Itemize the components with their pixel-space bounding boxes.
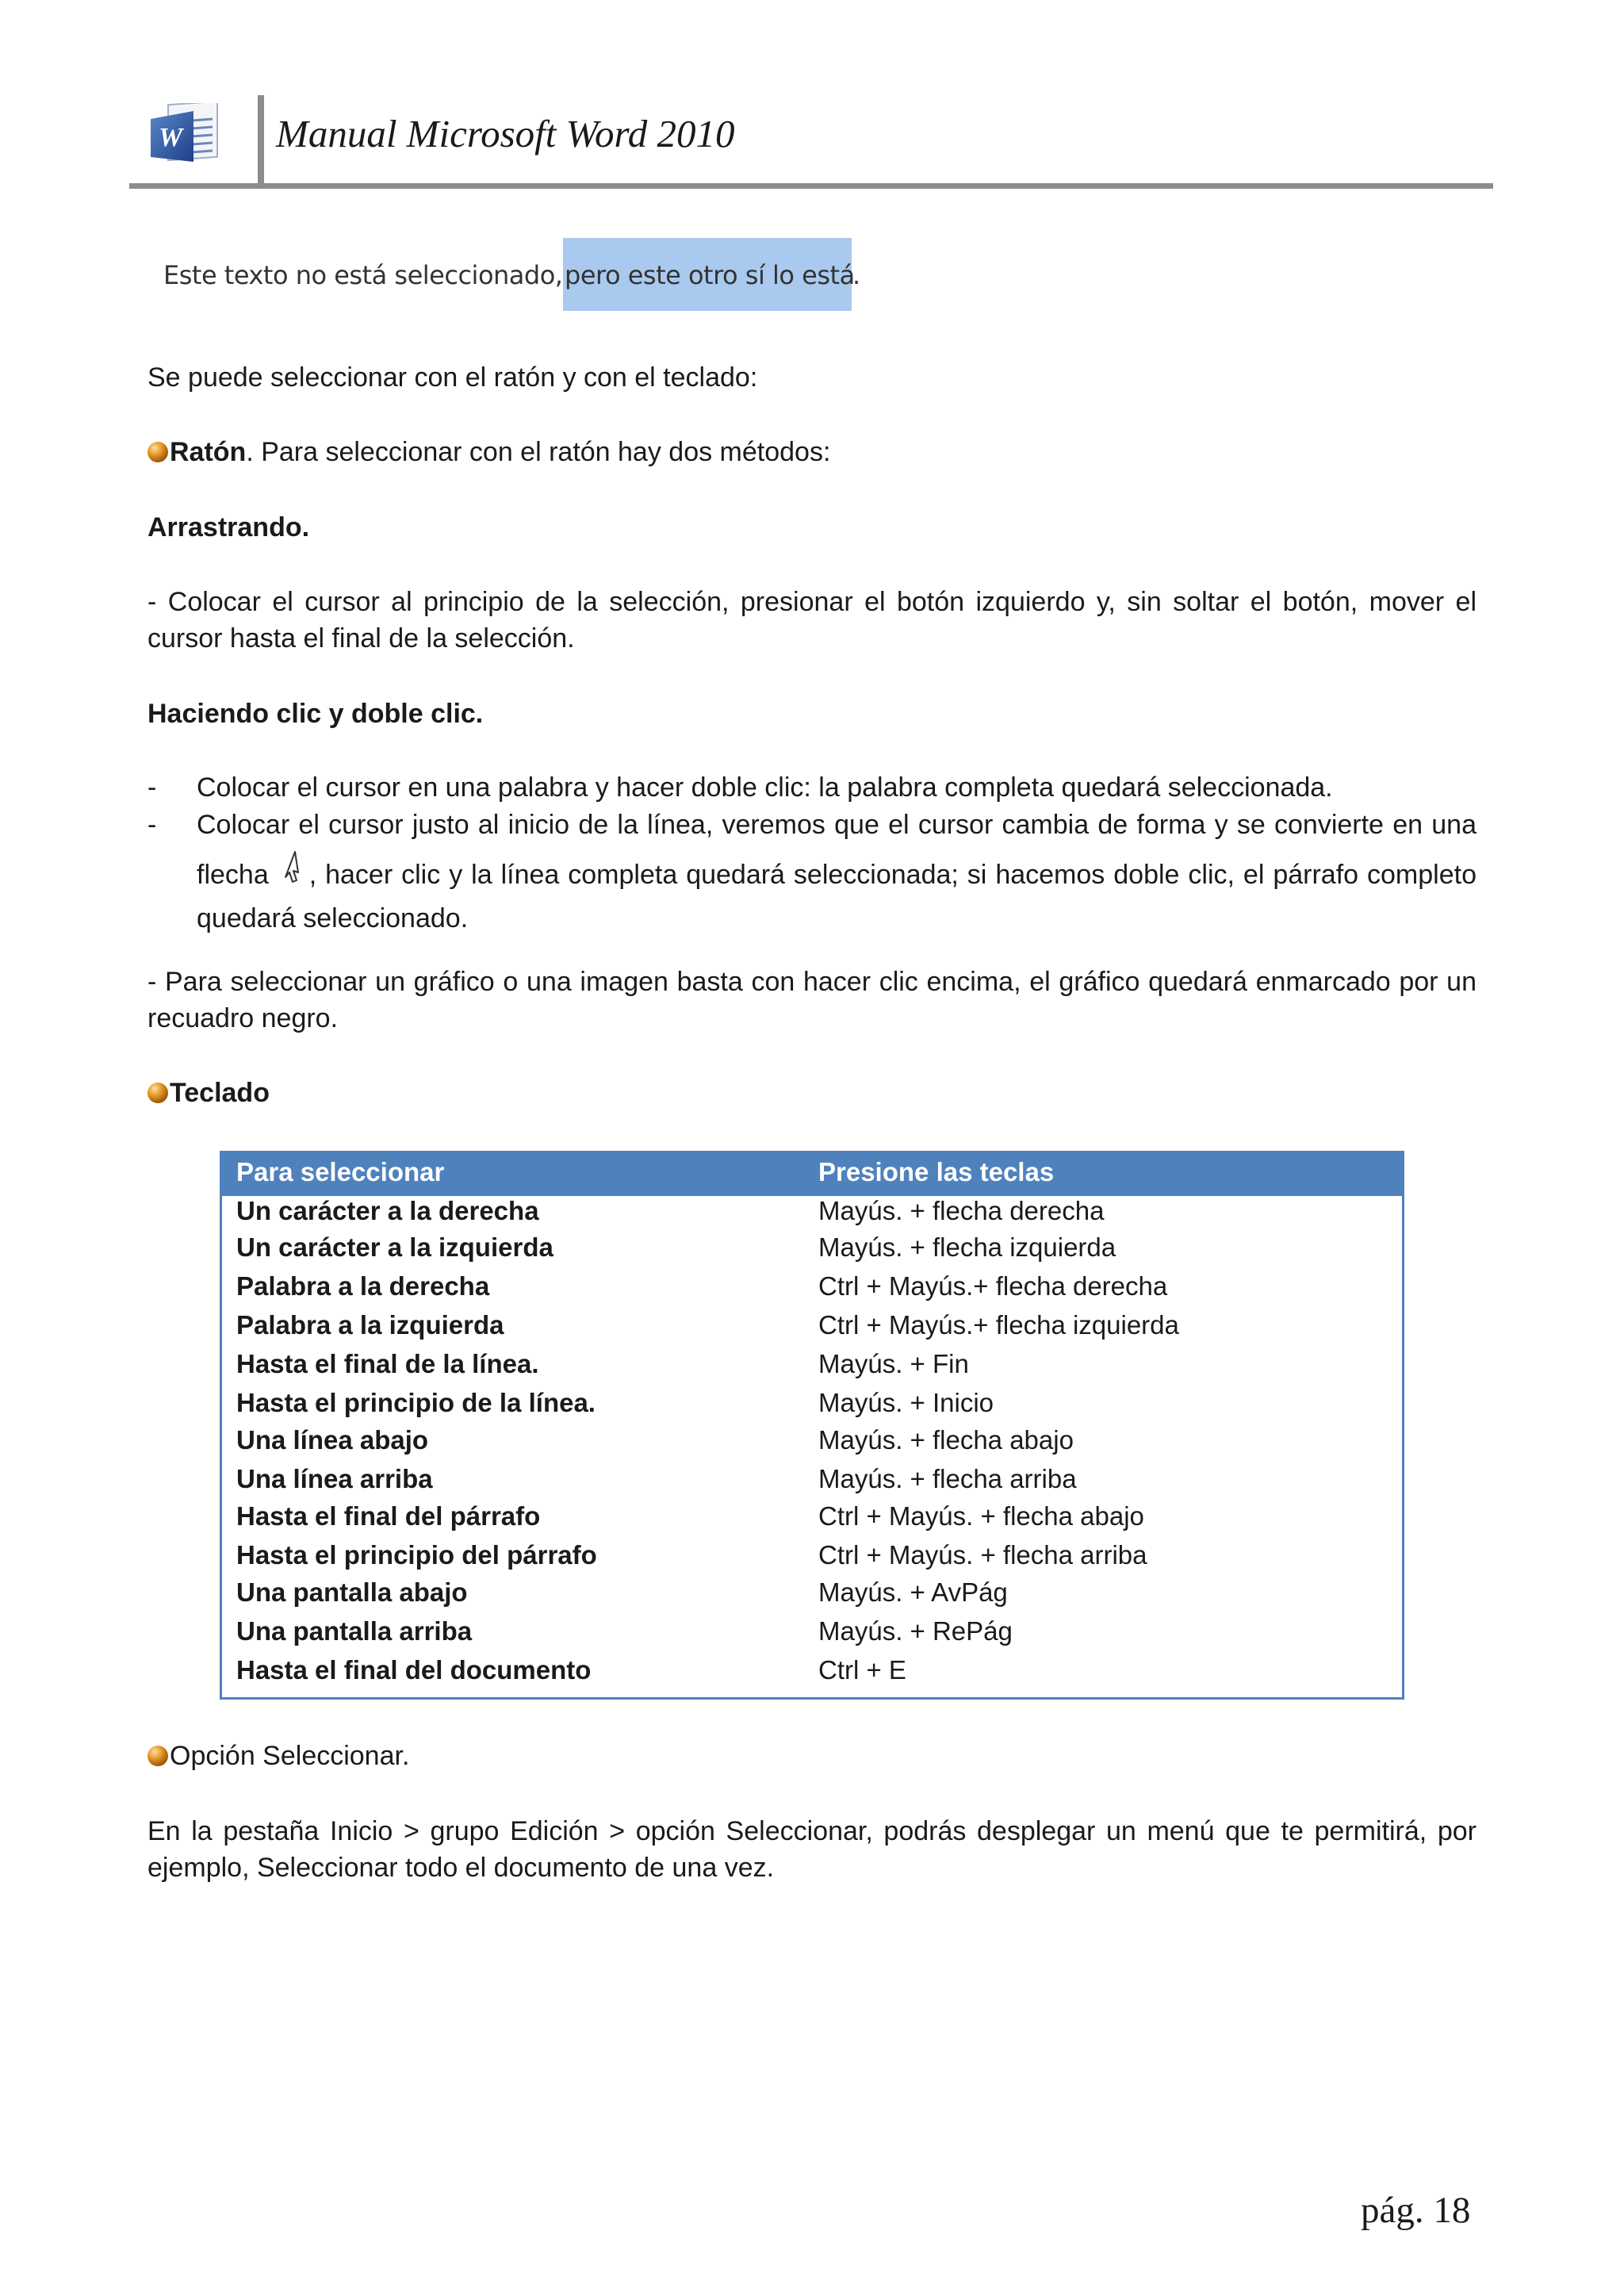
table-row [222,1388,1402,1427]
opcion-paragraph [147,1738,1477,1774]
table-row [222,1271,1402,1310]
clic-item-2-part-a: Colocar el cursor justo al inicio de la línea, veremos que el cursor cambia de forma y se convierte en una flecha [197,810,1477,890]
list-dash: - [147,772,157,803]
teclado-label: Teclado [170,1078,270,1108]
header-rule [129,183,1493,189]
table-cell: Mayús. + flecha abajo [818,1425,1074,1455]
table-cell: Una pantalla arriba [236,1616,473,1646]
table-row [222,1310,1402,1349]
table-row [222,1540,1402,1579]
table-cell: Ctrl + Mayús.+ flecha derecha [818,1271,1168,1301]
table-cell: Mayús. + Fin [818,1349,969,1378]
raton-label: Ratón [170,437,247,467]
intro-paragraph: Se puede seleccionar con el ratón y con el teclado: [147,362,758,393]
table-cell: Una línea abajo [236,1425,429,1455]
table-header [222,1153,1402,1196]
table-cell: Hasta el final del documento [236,1655,592,1685]
sample-unselected-text: Este texto no está seleccionado, [163,260,563,290]
table-cell: Mayús. + Inicio [818,1388,994,1417]
selection-sample-image [147,238,885,311]
table-row [222,1349,1402,1388]
grafico-paragraph: - Para seleccionar un gráfico o una imagen basta con hacer clic encima, el gráfico quedará enmarcado por un recuadro negro. [147,967,1477,1033]
table-cell: Ctrl + Mayús. + flecha abajo [818,1501,1144,1531]
table-row [222,1616,1402,1655]
sample-selected-text: pero este otro sí lo está [565,260,855,290]
table-cell: Hasta el final de la línea. [236,1349,539,1378]
pestana-paragraph: En la pestaña Inicio > grupo Edición > opción Seleccionar, podrás desplegar un menú que te permitirá, por ejemplo, Seleccionar todo el documento de una vez. [147,1816,1477,1883]
word-logo-icon [147,103,225,170]
select-arrow-cursor-icon [278,847,309,888]
opcion-label: Opción Seleccionar. [170,1741,410,1771]
table-cell: Mayús. + flecha izquierda [818,1232,1116,1262]
table-row [222,1577,1402,1616]
arrastrando-heading: Arrastrando. [147,512,310,542]
table-cell: Mayús. + flecha arriba [818,1464,1077,1493]
list-dash: - [147,810,157,840]
column-header: Para seleccionar [236,1157,445,1186]
table-cell: Un carácter a la derecha [236,1196,539,1225]
sample-period: . [852,260,860,290]
table-row [222,1655,1402,1694]
clic-item-2-part-b: , hacer clic y la línea completa quedará seleccionada; si hacemos doble clic, el párrafo completo quedará seleccionado. [197,860,1477,933]
table-cell: Ctrl + Mayús. + flecha arriba [818,1540,1147,1570]
table-cell: Hasta el final del párrafo [236,1501,541,1531]
header-divider [258,95,264,184]
svg-text:W: W [159,123,183,152]
orange-bullet-icon [147,1746,168,1766]
arrastrando-paragraph: - Colocar el cursor al principio de la selección, presionar el botón izquierdo y, sin soltar el botón, mover el cursor hasta el final de la selección. [147,587,1477,654]
table-row [222,1232,1402,1271]
table-cell: Mayús. + flecha derecha [818,1196,1105,1225]
header-title: Manual Microsoft Word 2010 [276,112,735,155]
orange-bullet-icon [147,442,168,462]
table-cell: Ctrl + Mayús.+ flecha izquierda [818,1310,1179,1340]
clic-item-2-text [197,803,1477,941]
clic-item-1-text: Colocar el cursor en una palabra y hacer doble clic: la palabra completa quedará seleccionada. [197,772,1333,803]
table-cell: Una pantalla abajo [236,1577,468,1607]
raton-text: . Para seleccionar con el ratón hay dos métodos: [246,437,831,467]
table-row [222,1425,1402,1464]
table-row [222,1464,1402,1503]
table-cell: Un carácter a la izquierda [236,1232,553,1262]
shortcut-table [220,1151,1404,1700]
table-cell: Palabra a la derecha [236,1271,490,1301]
table-cell: Hasta el principio de la línea. [236,1388,596,1417]
table-cell: Hasta el principio del párrafo [236,1540,597,1570]
table-cell: Mayús. + RePág [818,1616,1013,1646]
table-cell: Palabra a la izquierda [236,1310,504,1340]
table-cell: Ctrl + E [818,1655,906,1685]
table-cell: Una línea arriba [236,1464,433,1493]
table-cell: Mayús. + AvPág [818,1577,1008,1607]
column-header: Presione las teclas [818,1157,1055,1186]
table-row [222,1196,1402,1235]
page-number: pág. 18 [1361,2190,1471,2231]
teclado-paragraph [147,1075,1477,1111]
clic-heading: Haciendo clic y doble clic. [147,699,484,729]
table-row [222,1501,1402,1540]
raton-paragraph [147,434,1477,470]
orange-bullet-icon [147,1083,168,1103]
